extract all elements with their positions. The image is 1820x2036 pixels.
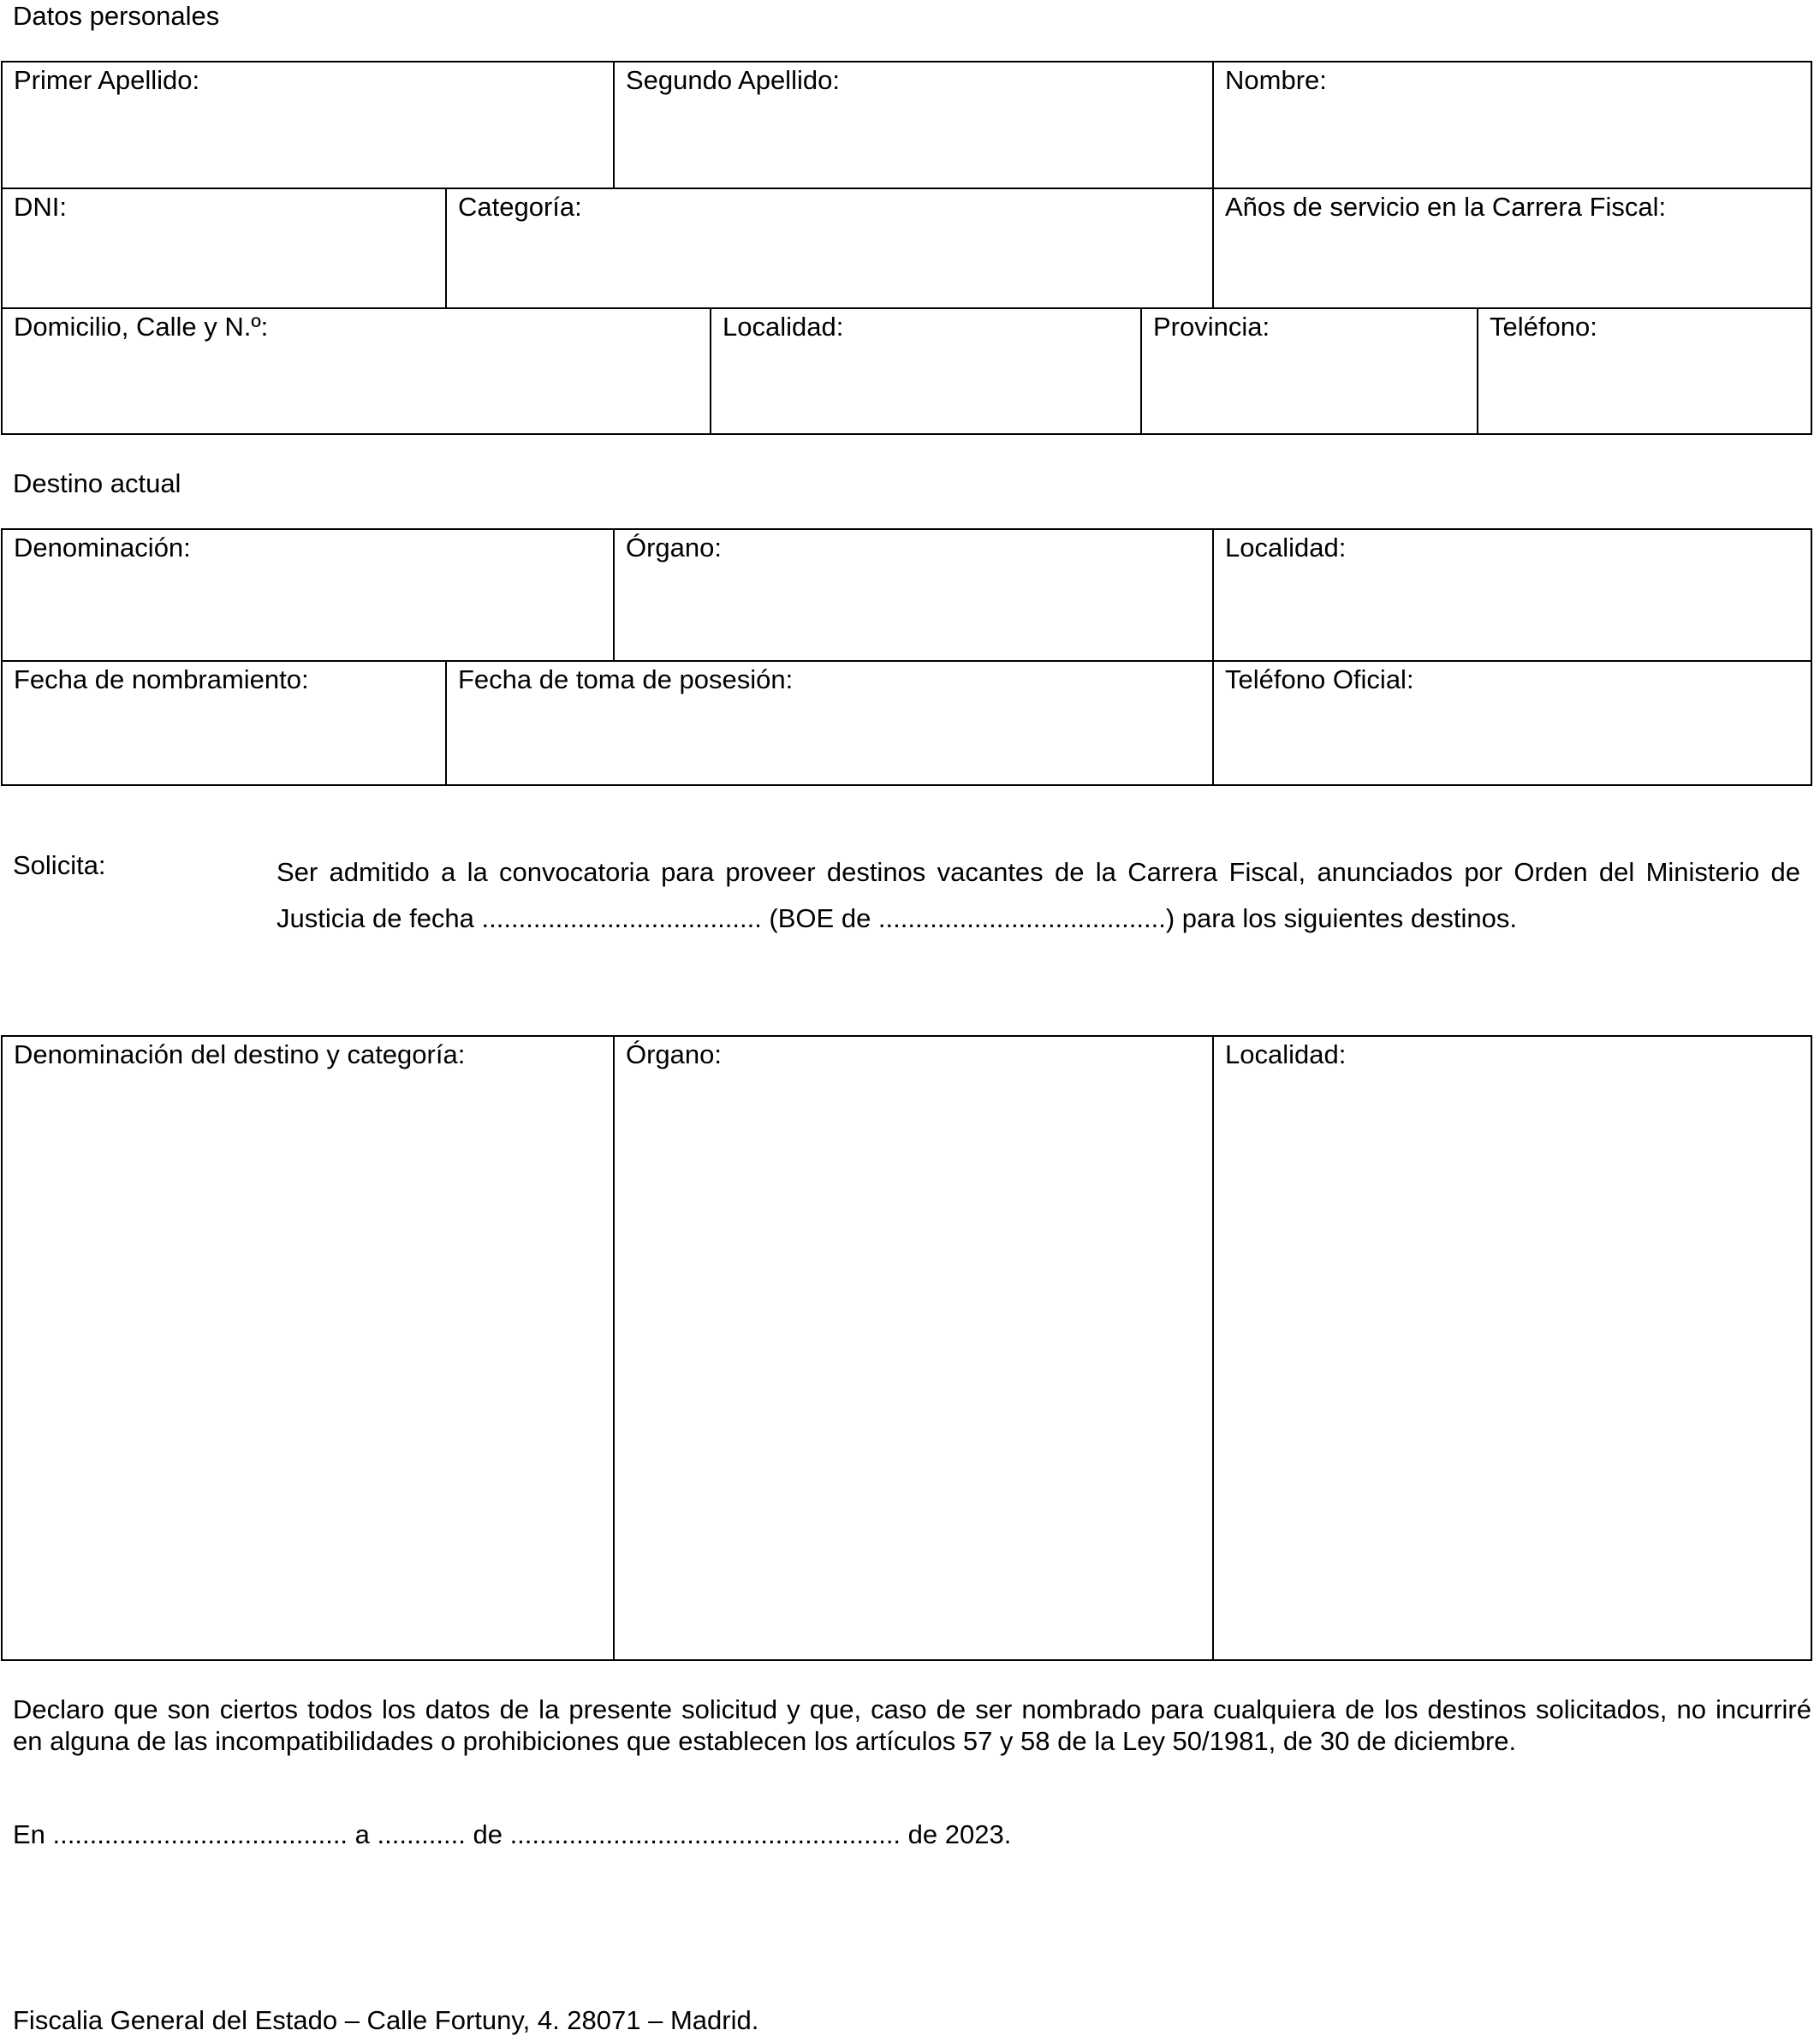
personal-data-table — [1, 61, 1812, 435]
phone-label: Teléfono: — [1490, 312, 1597, 342]
years-of-service-value — [1225, 223, 1811, 253]
current-post-table — [1, 528, 1812, 786]
requested-post-name-label: Denominación del destino y categoría: — [14, 1039, 466, 1069]
address-label: Domicilio, Calle y N.º: — [14, 312, 269, 342]
requested-locality-value — [1225, 1070, 1811, 1101]
request-label: Solicita: — [13, 850, 106, 880]
request-text — [277, 849, 1800, 942]
footer-address: Fiscalia General del Estado – Calle Fortuny, 4. 28071 – Madrid. — [13, 2005, 759, 2035]
requested-organ-column[interactable] — [613, 1037, 1213, 1659]
requested-organ-value — [626, 1070, 1213, 1101]
second-surname-label: Segundo Apellido: — [626, 65, 840, 95]
second-surname-field[interactable] — [613, 63, 1213, 188]
province-value — [1153, 342, 1478, 373]
possession-date-field[interactable] — [445, 660, 1213, 784]
appointment-date-field[interactable] — [3, 660, 446, 784]
phone-value — [1490, 342, 1811, 373]
requested-organ-label: Órgano: — [626, 1039, 723, 1069]
first-surname-field[interactable] — [3, 63, 614, 188]
requested-post-name-value — [14, 1070, 614, 1101]
official-phone-label: Teléfono Oficial: — [1225, 664, 1414, 694]
requested-locality-label: Localidad: — [1225, 1039, 1347, 1069]
request-text-line: Justicia de fecha ...................................... (BOE de .......................................) para los siguientes destinos. — [277, 903, 1517, 933]
appointment-date-value — [14, 695, 446, 726]
address-value — [14, 342, 711, 373]
locality-value — [723, 342, 1141, 373]
declaration-line: en alguna de las incompatibilidades o prohibiciones que establecen los artículos 57 y 58 de la Ley 50/1981, de 30 de diciembre. — [13, 1726, 1517, 1756]
category-label: Categoría: — [458, 192, 582, 222]
requested-post-name-column[interactable] — [3, 1037, 614, 1659]
official-phone-field[interactable] — [1212, 660, 1811, 784]
first-surname-label: Primer Apellido: — [14, 65, 200, 95]
personal-heading: Datos personales — [13, 1, 220, 31]
organ-label: Órgano: — [626, 533, 723, 563]
second-surname-value — [626, 96, 1213, 127]
province-label: Provincia: — [1153, 312, 1270, 342]
organ-value — [626, 563, 1213, 594]
category-value — [458, 223, 1213, 253]
request-text-line: Ser admitido a la convocatoria para proveer destinos vacantes de la Carrera Fiscal, anunciados por Orden del Ministerio de — [277, 857, 1800, 887]
phone-field[interactable] — [1477, 307, 1811, 433]
name-label: Nombre: — [1225, 65, 1327, 95]
declaration — [13, 1694, 1811, 1757]
first-surname-value — [14, 96, 614, 127]
declaration-line: Declaro que son ciertos todos los datos de la presente solicitud y que, caso de ser nombrado para cualquiera de los destinos solicitados, no incurriré — [13, 1694, 1811, 1724]
province-field[interactable] — [1140, 307, 1478, 433]
post-name-label: Denominación: — [14, 533, 191, 563]
possession-date-label: Fecha de toma de posesión: — [458, 664, 794, 694]
dni-field[interactable] — [3, 188, 446, 307]
name-field[interactable] — [1212, 63, 1811, 188]
possession-date-value — [458, 695, 1213, 726]
post-locality-label: Localidad: — [1225, 533, 1347, 563]
appointment-date-label: Fecha de nombramiento: — [14, 664, 309, 694]
locality-field[interactable] — [710, 307, 1141, 433]
current-post-heading: Destino actual — [13, 468, 181, 498]
signature-place-date-line: En ........................................ a ............ de ..................................................... de 2023. — [13, 1819, 1012, 1849]
organ-field[interactable] — [613, 530, 1213, 660]
dni-label: DNI: — [14, 192, 67, 222]
years-of-service-label: Años de servicio en la Carrera Fiscal: — [1225, 192, 1667, 222]
address-field[interactable] — [3, 307, 711, 433]
category-field[interactable] — [445, 188, 1213, 307]
years-of-service-field[interactable] — [1212, 188, 1811, 307]
official-phone-value — [1225, 695, 1811, 726]
requested-locality-column[interactable] — [1212, 1037, 1811, 1659]
locality-label: Localidad: — [723, 312, 844, 342]
dni-value — [14, 223, 446, 253]
name-value — [1225, 96, 1811, 127]
requested-posts-table — [1, 1035, 1812, 1661]
post-name-field[interactable] — [3, 530, 614, 660]
post-name-value — [14, 563, 614, 594]
post-locality-value — [1225, 563, 1811, 594]
post-locality-field[interactable] — [1212, 530, 1811, 660]
